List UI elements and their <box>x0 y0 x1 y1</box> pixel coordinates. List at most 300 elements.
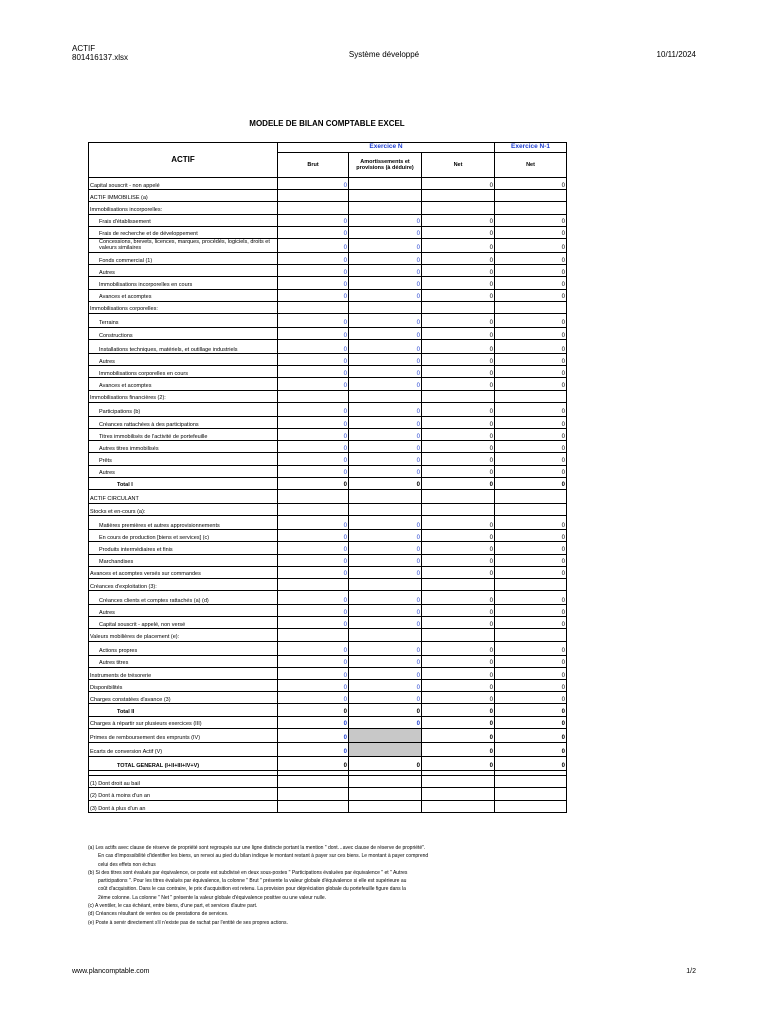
cell-net: 0 <box>422 566 495 578</box>
cell-net1: 0 <box>495 542 567 554</box>
cell-net: 0 <box>422 542 495 554</box>
footnote-line: (a) Les actifs avec clause de réserve de propriété sont regroupés sur une ligne distincte portant la mention " dont…avec clause de réserve de propriété". <box>88 845 426 851</box>
cell-amort <box>349 202 422 214</box>
cell-net: 0 <box>422 655 495 667</box>
row-label: Autres titres <box>89 655 278 667</box>
cell-net: 0 <box>422 756 495 770</box>
cell-net1: 0 <box>495 178 567 190</box>
cell-brut: 0 <box>278 641 349 655</box>
cell-brut: 0 <box>278 313 349 327</box>
cell-amort: 0 <box>349 327 422 339</box>
cell-brut: 0 <box>278 617 349 629</box>
cell-brut: 0 <box>278 289 349 301</box>
row-label: Autres <box>89 465 278 477</box>
cell-net: 0 <box>422 530 495 542</box>
cell-amort: 0 <box>349 716 422 728</box>
cell-net <box>422 503 495 515</box>
cell-brut: 0 <box>278 554 349 566</box>
cell-net: 0 <box>422 265 495 277</box>
cell-net: 0 <box>422 477 495 489</box>
footnote-line: celui des effets non échus <box>98 861 156 868</box>
cell-amort <box>349 629 422 641</box>
col-net-header: Net <box>422 153 495 178</box>
section-row <box>89 390 567 402</box>
cell-brut <box>278 202 349 214</box>
table-row <box>89 402 567 416</box>
table-row <box>89 441 567 453</box>
cell-net: 0 <box>422 716 495 728</box>
row-label: Créances rattachées à des participations <box>89 416 278 428</box>
col-brut-header: Brut <box>278 153 349 178</box>
row-label: Frais de recherche et de développement <box>89 226 278 238</box>
cell-net: 0 <box>422 429 495 441</box>
cell-amort: 0 <box>349 265 422 277</box>
cell-net <box>422 202 495 214</box>
note-row <box>89 788 567 801</box>
cell-net1: 0 <box>495 516 567 530</box>
row-label: Autres titres immobilisés <box>89 441 278 453</box>
table-row <box>89 378 567 390</box>
table-row <box>89 453 567 465</box>
cell-brut: 0 <box>278 340 349 354</box>
note-label: (2) Dont à moins d'un an <box>89 788 278 801</box>
cell-net1: 0 <box>495 477 567 489</box>
cell-net: 0 <box>422 605 495 617</box>
cell-net: 0 <box>422 340 495 354</box>
table-row <box>89 214 567 226</box>
cell-brut: 0 <box>278 265 349 277</box>
total-row <box>89 477 567 489</box>
cell-amort: 0 <box>349 402 422 416</box>
cell-net <box>422 629 495 641</box>
cell-brut: 0 <box>278 605 349 617</box>
cell-brut: 0 <box>278 416 349 428</box>
cell-net: 0 <box>422 416 495 428</box>
footnote-line: (c) A ventiler, le cas échéant, entre biens, d'une part, et services d'autre part. <box>88 903 258 910</box>
cell-amort: 0 <box>349 354 422 366</box>
cell-brut: 0 <box>278 277 349 289</box>
cell-brut: 0 <box>278 453 349 465</box>
cell-net1: 0 <box>495 704 567 716</box>
footnote-line: coût d'acquisition. Dans le cas contraire, le prix d'acquisition est retenu. La provision pour dépréciation globale du portefeuille figure dans la <box>98 886 406 893</box>
cell-amort <box>349 503 422 515</box>
cell-amort: 0 <box>349 313 422 327</box>
total-row <box>89 704 567 716</box>
section-row <box>89 190 567 202</box>
row-label: Ecarts de conversion Actif (V) <box>89 742 278 756</box>
cell-amort: 0 <box>349 238 422 252</box>
cell-net: 0 <box>422 641 495 655</box>
cell-net1: 0 <box>495 378 567 390</box>
cell-amort: 0 <box>349 667 422 679</box>
row-label: Avances et acomptes <box>89 289 278 301</box>
cell-net: 0 <box>422 354 495 366</box>
cell-net: 0 <box>422 366 495 378</box>
table-row <box>89 366 567 378</box>
cell-amort <box>349 578 422 590</box>
row-label: Charges constatées d'avance (3) <box>89 692 278 704</box>
cell-amort <box>349 742 422 756</box>
footnote-line: (b) Si des titres sont évalués par équivalence, ce poste est subdivisé en deux sous-postes " Participations évaluées par équivalence " et " Autres <box>88 869 408 876</box>
cell-net1: 0 <box>495 252 567 264</box>
cell-net1: 0 <box>495 289 567 301</box>
cell-brut: 0 <box>278 238 349 252</box>
cell-amort <box>349 301 422 313</box>
row-label: Créances clients et comptes rattachés (a) (d) <box>89 591 278 605</box>
note-cell <box>422 800 495 813</box>
cell-amort <box>349 728 422 742</box>
row-label: Installations techniques, matériels, et outillage industriels <box>89 340 278 354</box>
cell-net: 0 <box>422 728 495 742</box>
cell-net: 0 <box>422 453 495 465</box>
row-label: Immobilisations corporelles en cours <box>89 366 278 378</box>
cell-net1 <box>495 578 567 590</box>
note-cell <box>422 788 495 801</box>
page-header-date: 10/11/2024 <box>656 50 696 59</box>
cell-net: 0 <box>422 327 495 339</box>
table-row <box>89 692 567 704</box>
table-row <box>89 178 567 190</box>
footnote-line: (e) Poste à servir directement s'il n'existe pas de rachat par l'entité de ses propres actions. <box>88 919 288 926</box>
cell-amort: 0 <box>349 465 422 477</box>
cell-amort: 0 <box>349 289 422 301</box>
cell-amort <box>349 489 422 503</box>
footnote-line: participations ". Pour les titres évalués par équivalence, la colonne " Brut " présente la valeur globale d'équivalence si elle est supérieure au <box>98 878 407 885</box>
cell-brut: 0 <box>278 178 349 190</box>
cell-brut: 0 <box>278 728 349 742</box>
row-label: Titres immobilisés de l'activité de portefeuille <box>89 429 278 441</box>
row-label: Capital souscrit - appelé, non versé <box>89 617 278 629</box>
cell-net1: 0 <box>495 277 567 289</box>
cell-net1: 0 <box>495 655 567 667</box>
cell-brut: 0 <box>278 591 349 605</box>
cell-amort: 0 <box>349 453 422 465</box>
cell-brut: 0 <box>278 692 349 704</box>
file-name: 801416137.xlsx <box>72 53 129 62</box>
cell-brut: 0 <box>278 252 349 264</box>
row-label: Avances et acomptes versés sur commandes <box>89 566 278 578</box>
note-cell <box>349 800 422 813</box>
cell-brut <box>278 489 349 503</box>
cell-net1: 0 <box>495 756 567 770</box>
cell-amort: 0 <box>349 277 422 289</box>
cell-brut <box>278 390 349 402</box>
cell-net: 0 <box>422 617 495 629</box>
cell-net1 <box>495 202 567 214</box>
cell-amort <box>349 178 422 190</box>
section-row <box>89 202 567 214</box>
cell-brut: 0 <box>278 214 349 226</box>
exercice-n-header: Exercice N <box>278 143 495 153</box>
cell-amort <box>349 390 422 402</box>
cell-amort: 0 <box>349 477 422 489</box>
row-label: Autres <box>89 354 278 366</box>
cell-net1: 0 <box>495 566 567 578</box>
cell-net: 0 <box>422 704 495 716</box>
cell-amort: 0 <box>349 566 422 578</box>
cell-brut: 0 <box>278 716 349 728</box>
cell-net <box>422 190 495 202</box>
note-row <box>89 800 567 813</box>
row-label: Constructions <box>89 327 278 339</box>
table-row <box>89 530 567 542</box>
row-label: Autres <box>89 265 278 277</box>
cell-net: 0 <box>422 692 495 704</box>
cell-amort: 0 <box>349 441 422 453</box>
cell-net1: 0 <box>495 617 567 629</box>
cell-brut: 0 <box>278 542 349 554</box>
cell-brut: 0 <box>278 429 349 441</box>
cell-amort: 0 <box>349 655 422 667</box>
row-label: TOTAL GENERAL (I+II+III+IV+V) <box>89 756 278 770</box>
cell-net: 0 <box>422 277 495 289</box>
cell-brut: 0 <box>278 566 349 578</box>
row-label: ACTIF CIRCULANT <box>89 489 278 503</box>
row-label: Immobilisations financières (2): <box>89 390 278 402</box>
cell-net: 0 <box>422 226 495 238</box>
cell-amort: 0 <box>349 692 422 704</box>
row-label: Immobilisations corporelles: <box>89 301 278 313</box>
table-row <box>89 327 567 339</box>
cell-amort: 0 <box>349 214 422 226</box>
cell-amort: 0 <box>349 416 422 428</box>
cell-brut: 0 <box>278 402 349 416</box>
cell-net1: 0 <box>495 429 567 441</box>
table-row <box>89 728 567 742</box>
footnote-line: (d) Créances résultant de ventes ou de prestations de services. <box>88 911 229 918</box>
cell-net1: 0 <box>495 441 567 453</box>
table-row <box>89 591 567 605</box>
cell-amort <box>349 190 422 202</box>
note-cell <box>278 788 349 801</box>
note-cell <box>278 800 349 813</box>
note-cell <box>495 775 567 788</box>
cell-net1: 0 <box>495 692 567 704</box>
note-cell <box>349 775 422 788</box>
row-label: Terrains <box>89 313 278 327</box>
cell-net1: 0 <box>495 226 567 238</box>
page-header-center: Système développé <box>348 50 420 59</box>
row-label: Immobilisations incorporelles: <box>89 202 278 214</box>
cell-brut: 0 <box>278 441 349 453</box>
cell-brut: 0 <box>278 477 349 489</box>
cell-amort: 0 <box>349 554 422 566</box>
table-row <box>89 617 567 629</box>
table-body <box>89 178 567 813</box>
cell-amort: 0 <box>349 591 422 605</box>
table-row <box>89 354 567 366</box>
table-row <box>89 226 567 238</box>
col-net1-header: Net <box>495 153 567 178</box>
cell-net1: 0 <box>495 554 567 566</box>
document-title: MODELE DE BILAN COMPTABLE EXCEL <box>249 119 405 128</box>
cell-amort: 0 <box>349 704 422 716</box>
table-row <box>89 313 567 327</box>
row-label: Valeurs mobilières de placement (e): <box>89 629 278 641</box>
cell-net1 <box>495 489 567 503</box>
cell-net1: 0 <box>495 265 567 277</box>
table-row <box>89 667 567 679</box>
table-row <box>89 742 567 756</box>
cell-amort: 0 <box>349 340 422 354</box>
cell-brut <box>278 190 349 202</box>
balance-sheet-table <box>88 142 567 813</box>
row-label: Primes de remboursement des emprunts (IV) <box>89 728 278 742</box>
footer-page-number: 1/2 <box>686 968 696 975</box>
cell-net1: 0 <box>495 416 567 428</box>
cell-amort: 0 <box>349 617 422 629</box>
row-label: Créances d'exploitation (3): <box>89 578 278 590</box>
note-cell <box>495 788 567 801</box>
cell-amort: 0 <box>349 641 422 655</box>
row-label: Participations (b) <box>89 402 278 416</box>
footer-website: www.plancomptable.com <box>72 968 150 975</box>
cell-brut: 0 <box>278 742 349 756</box>
cell-net: 0 <box>422 252 495 264</box>
cell-net: 0 <box>422 465 495 477</box>
actif-header: ACTIF <box>89 143 278 178</box>
cell-net: 0 <box>422 667 495 679</box>
table-row <box>89 252 567 264</box>
row-label: Autres <box>89 605 278 617</box>
row-label: Avances et acomptes <box>89 378 278 390</box>
cell-net1: 0 <box>495 667 567 679</box>
note-cell <box>495 800 567 813</box>
cell-amort: 0 <box>349 378 422 390</box>
exercice-n1-header: Exercice N-1 <box>495 143 567 153</box>
table-row <box>89 655 567 667</box>
cell-net1: 0 <box>495 402 567 416</box>
row-label: Fonds commercial (1) <box>89 252 278 264</box>
table-row <box>89 416 567 428</box>
row-label: Produits intermédiaires et finis <box>89 542 278 554</box>
cell-brut <box>278 301 349 313</box>
cell-amort: 0 <box>349 542 422 554</box>
table-row <box>89 716 567 728</box>
sheet-name: ACTIF <box>72 44 96 53</box>
note-cell <box>349 788 422 801</box>
row-label: Disponibilités <box>89 680 278 692</box>
cell-net: 0 <box>422 178 495 190</box>
row-label: Frais d'établissement <box>89 214 278 226</box>
cell-brut: 0 <box>278 756 349 770</box>
cell-net1 <box>495 190 567 202</box>
row-label: Concessions, brevets, licences, marques, procédés, logiciels, droits et valeurs similaires <box>89 238 278 252</box>
cell-brut: 0 <box>278 530 349 542</box>
table-row <box>89 277 567 289</box>
cell-net: 0 <box>422 554 495 566</box>
cell-brut <box>278 629 349 641</box>
table-row <box>89 238 567 252</box>
cell-net1: 0 <box>495 716 567 728</box>
cell-amort: 0 <box>349 605 422 617</box>
cell-net: 0 <box>422 378 495 390</box>
cell-net: 0 <box>422 742 495 756</box>
cell-brut: 0 <box>278 465 349 477</box>
cell-net1: 0 <box>495 366 567 378</box>
cell-net1 <box>495 301 567 313</box>
row-label: ACTIF IMMOBILISE (a) <box>89 190 278 202</box>
cell-net1: 0 <box>495 742 567 756</box>
cell-net: 0 <box>422 516 495 530</box>
cell-net1: 0 <box>495 214 567 226</box>
cell-net1: 0 <box>495 238 567 252</box>
cell-net: 0 <box>422 441 495 453</box>
row-label: En cours de production [biens et services] (c) <box>89 530 278 542</box>
table-row <box>89 542 567 554</box>
cell-net1: 0 <box>495 327 567 339</box>
cell-net1: 0 <box>495 340 567 354</box>
row-label: Capital souscrit - non appelé <box>89 178 278 190</box>
cell-net1: 0 <box>495 728 567 742</box>
cell-amort: 0 <box>349 252 422 264</box>
section-row <box>89 489 567 503</box>
col-amort-header: Amortissements et provisions (à déduire) <box>349 153 422 178</box>
cell-net: 0 <box>422 214 495 226</box>
section-row <box>89 629 567 641</box>
cell-amort: 0 <box>349 516 422 530</box>
cell-brut: 0 <box>278 327 349 339</box>
table-row <box>89 554 567 566</box>
cell-amort: 0 <box>349 680 422 692</box>
table-row <box>89 605 567 617</box>
cell-net: 0 <box>422 680 495 692</box>
section-row <box>89 301 567 313</box>
cell-net: 0 <box>422 313 495 327</box>
cell-brut: 0 <box>278 667 349 679</box>
cell-brut <box>278 503 349 515</box>
row-label: Prêts <box>89 453 278 465</box>
cell-net <box>422 489 495 503</box>
cell-amort: 0 <box>349 366 422 378</box>
cell-brut: 0 <box>278 354 349 366</box>
cell-amort: 0 <box>349 429 422 441</box>
footnote-line: En cas d'impossibilité d'identifier les biens, un renvoi au pied du bilan indique le montant restant à payer sur ces biens. Le montant à payer comprend <box>98 853 429 860</box>
cell-net: 0 <box>422 591 495 605</box>
cell-amort: 0 <box>349 530 422 542</box>
cell-brut: 0 <box>278 704 349 716</box>
row-label: Instruments de trésorerie <box>89 667 278 679</box>
cell-net <box>422 390 495 402</box>
row-label: Matières premières et autres approvisionnements <box>89 516 278 530</box>
section-row <box>89 503 567 515</box>
note-row <box>89 775 567 788</box>
row-label: Total II <box>89 704 278 716</box>
cell-net1 <box>495 503 567 515</box>
cell-net: 0 <box>422 289 495 301</box>
cell-brut <box>278 578 349 590</box>
note-label: (1) Dont droit au bail <box>89 775 278 788</box>
cell-net1: 0 <box>495 680 567 692</box>
table-row <box>89 641 567 655</box>
row-label: Total I <box>89 477 278 489</box>
cell-net1: 0 <box>495 354 567 366</box>
cell-amort: 0 <box>349 756 422 770</box>
cell-brut: 0 <box>278 655 349 667</box>
cell-net <box>422 301 495 313</box>
cell-net1: 0 <box>495 453 567 465</box>
cell-net1 <box>495 629 567 641</box>
cell-net: 0 <box>422 238 495 252</box>
note-cell <box>422 775 495 788</box>
cell-brut: 0 <box>278 226 349 238</box>
note-label: (3) Dont à plus d'un an <box>89 800 278 813</box>
table-row <box>89 566 567 578</box>
row-label: Immobilisations incorporelles en cours <box>89 277 278 289</box>
row-label: Marchandises <box>89 554 278 566</box>
cell-net1: 0 <box>495 605 567 617</box>
row-label: Stocks et en-cours (a): <box>89 503 278 515</box>
